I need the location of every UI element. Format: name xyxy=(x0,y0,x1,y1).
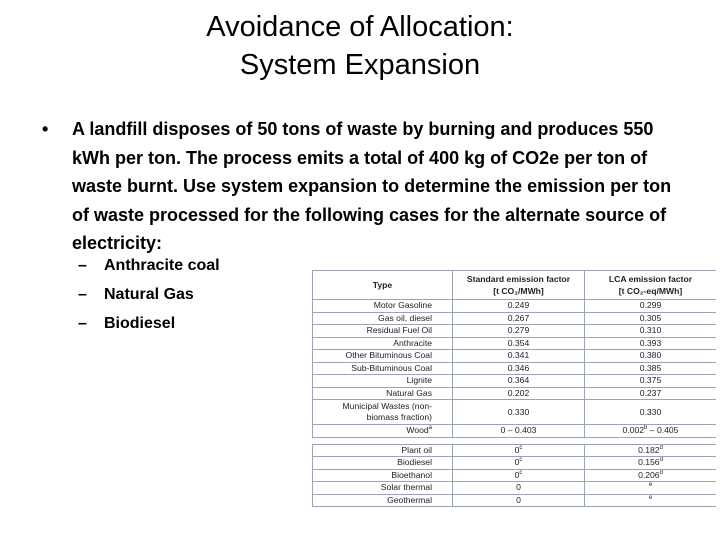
sub-bullet-list xyxy=(78,254,220,341)
table-row: Gas oil, diesel 0.267 0.305 xyxy=(313,312,717,325)
table-row: Lignite 0.364 0.375 xyxy=(313,375,717,388)
header-type: Type xyxy=(313,271,453,300)
table-row-municipal: Municipal Wastes (non-biomass fraction) 0.330 0.330 xyxy=(313,400,717,425)
table-row: Solar thermal 0 $^e$ xyxy=(313,482,717,495)
table-row: Plant oil 0$^c$ 0.182$^d$ xyxy=(313,444,717,457)
table-row-wood: Wood$^a$ 0 – 0.403 0.002$^b$ – 0.405 xyxy=(313,425,717,438)
header-standard: Standard emission factor [t CO₂/MWh] xyxy=(453,271,585,300)
table-row: Other Bituminous Coal 0.341 0.380 xyxy=(313,350,717,363)
bullet-text: A landfill disposes of 50 tons of waste by burning and produces 550 kWh per ton. The process emits a total of 400 kg of CO2e per ton of waste burnt. Use system expansion to determine the emission per ton of waste processed for the following cases for the alternate source of electricity: xyxy=(72,119,672,253)
main-bullet xyxy=(42,115,692,258)
sub-bullet-anthracite: – Anthracite coal xyxy=(78,257,220,274)
sub-bullet-natural-gas: – Natural Gas xyxy=(78,286,194,303)
emission-factor-table xyxy=(312,270,716,522)
table-row: Motor Gasoline 0.249 0.299 xyxy=(313,300,717,313)
sub-bullet-biodiesel: – Biodiesel xyxy=(78,315,176,332)
table-row: Biodiesel 0$^c$ 0.156$^d$ xyxy=(313,457,717,470)
table-row: Bioethanol 0$^c$ 0.206$^d$ xyxy=(313,469,717,482)
header-lca: LCA emission factor [t CO₂-eq/MWh] xyxy=(585,271,717,300)
table-gap xyxy=(313,437,717,444)
title-line-2: System Expansion xyxy=(239,49,481,81)
title-line-1: Avoidance of Allocation: xyxy=(206,11,514,43)
table-row: Sub-Bituminous Coal 0.346 0.385 xyxy=(313,362,717,375)
table-row: Anthracite 0.354 0.393 xyxy=(313,337,717,350)
table-row: Residual Fuel Oil 0.279 0.310 xyxy=(313,325,717,338)
table-row: Natural Gas 0.202 0.237 xyxy=(313,387,717,400)
table-header-row xyxy=(313,271,717,300)
slide-title xyxy=(0,8,720,84)
table-row: Geothermal 0 $^e$ xyxy=(313,494,717,507)
bullet-marker: • xyxy=(42,119,49,139)
